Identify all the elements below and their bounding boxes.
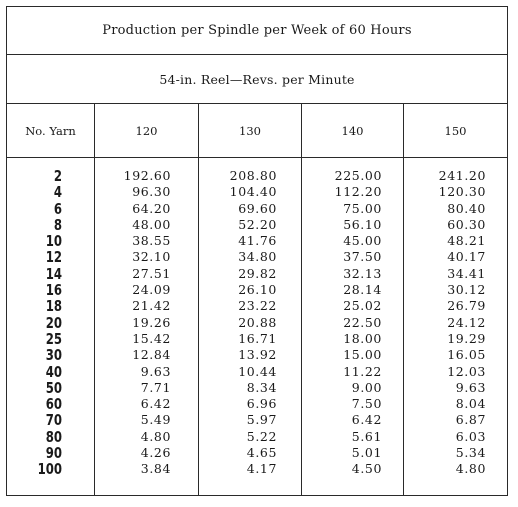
- production-value: 6.03: [455, 428, 486, 444]
- production-value: 29.82: [238, 265, 277, 281]
- production-value: 48.21: [447, 233, 486, 249]
- yarn-number: 100: [37, 460, 62, 479]
- table-row: [7, 347, 507, 363]
- production-value: 5.97: [246, 412, 277, 428]
- production-value: 4.80: [455, 461, 486, 477]
- production-value: 4.80: [140, 428, 171, 444]
- production-value: 6.87: [455, 412, 486, 428]
- production-value: 5.49: [140, 412, 171, 428]
- production-value: 21.42: [132, 298, 171, 314]
- production-value: 27.51: [132, 265, 171, 281]
- production-value: 18.00: [343, 330, 382, 346]
- production-value: 12.03: [447, 363, 486, 379]
- production-value: 64.20: [132, 200, 171, 216]
- table-row: [7, 298, 507, 314]
- yarn-number: 14: [45, 264, 62, 283]
- production-value: 48.00: [132, 216, 171, 232]
- production-value: 7.71: [140, 379, 171, 395]
- production-value: 6.96: [246, 396, 277, 412]
- yarn-number: 12: [45, 248, 62, 267]
- production-value: 120.30: [438, 184, 486, 200]
- production-value: 28.14: [343, 282, 382, 298]
- production-value: 26.10: [238, 282, 277, 298]
- production-value: 38.55: [132, 233, 171, 249]
- production-value: 4.50: [351, 461, 382, 477]
- table-row: [7, 461, 507, 477]
- production-value: 15.42: [132, 330, 171, 346]
- table-row: [7, 331, 507, 347]
- production-value: 10.44: [238, 363, 277, 379]
- yarn-number: 10: [45, 232, 62, 251]
- speed-header-140: 140: [341, 123, 364, 138]
- table-row: [7, 266, 507, 282]
- production-value: 16.05: [447, 347, 486, 363]
- production-value: 8.34: [246, 379, 277, 395]
- production-value: 24.12: [447, 314, 486, 330]
- production-value: 192.60: [123, 168, 171, 183]
- production-value: 5.22: [246, 428, 277, 444]
- production-value: 5.01: [351, 445, 382, 461]
- production-value: 25.02: [343, 298, 382, 314]
- production-value: 5.61: [351, 428, 382, 444]
- production-value: 52.20: [238, 216, 277, 232]
- table-subtitle: 54-in. Reel—Revs. per Minute: [7, 55, 507, 104]
- production-value: 56.10: [343, 216, 382, 232]
- yarn-number: 25: [45, 329, 62, 348]
- production-value: 6.42: [351, 412, 382, 428]
- production-value: 12.84: [132, 347, 171, 363]
- table-row: [7, 168, 507, 184]
- production-value: 5.34: [455, 445, 486, 461]
- production-value: 16.71: [238, 330, 277, 346]
- production-value: 19.29: [447, 330, 486, 346]
- production-value: 37.50: [343, 249, 382, 265]
- yarn-number: 30: [45, 346, 62, 365]
- table-row: [7, 412, 507, 428]
- production-value: 22.50: [343, 314, 382, 330]
- yarn-number: 18: [45, 297, 62, 316]
- production-value: 60.30: [447, 216, 486, 232]
- production-value: 34.41: [447, 265, 486, 281]
- production-value: 241.20: [438, 168, 486, 183]
- yarn-number: 6: [53, 199, 62, 218]
- production-value: 104.40: [229, 184, 277, 200]
- production-value: 20.88: [238, 314, 277, 330]
- production-value: 208.80: [229, 168, 277, 183]
- speed-header-150: 150: [444, 123, 467, 138]
- table-row: [7, 445, 507, 461]
- yarn-number: 70: [45, 411, 62, 430]
- production-value: 34.80: [238, 249, 277, 265]
- speed-header-130: 130: [239, 123, 261, 138]
- production-value: 30.12: [447, 282, 486, 298]
- production-value: 23.22: [238, 298, 277, 314]
- production-value: 9.63: [140, 363, 171, 379]
- production-value: 7.50: [351, 396, 382, 412]
- yarn-number: 20: [45, 313, 62, 332]
- yarn-number: 50: [45, 378, 62, 397]
- production-value: 19.26: [132, 314, 171, 330]
- yarn-number: 40: [45, 362, 62, 381]
- table-body: [7, 168, 507, 478]
- production-value: 13.92: [238, 347, 277, 363]
- production-value: 4.26: [140, 445, 171, 461]
- production-value: 32.13: [343, 265, 382, 281]
- table-title: Production per Spindle per Week of 60 Hours: [7, 7, 507, 55]
- production-value: 80.40: [447, 200, 486, 216]
- table-row: [7, 380, 507, 396]
- production-value: 4.17: [246, 461, 277, 477]
- table-row: [7, 282, 507, 298]
- production-value: 41.76: [238, 233, 277, 249]
- production-value: 75.00: [343, 200, 382, 216]
- production-value: 96.30: [132, 184, 171, 200]
- yarn-number: 80: [45, 427, 62, 446]
- production-value: 45.00: [343, 233, 382, 249]
- production-value: 15.00: [343, 347, 382, 363]
- production-table: [6, 6, 508, 496]
- table-row: [7, 364, 507, 380]
- production-value: 8.04: [455, 396, 486, 412]
- speed-header-120: 120: [135, 123, 158, 138]
- yarn-number: 8: [53, 215, 62, 234]
- table-row: [7, 184, 507, 200]
- production-value: 3.84: [140, 461, 171, 477]
- table-row: [7, 217, 507, 233]
- table-row: [7, 233, 507, 249]
- production-value: 69.60: [238, 200, 277, 216]
- production-value: 24.09: [132, 282, 171, 298]
- yarn-number: 60: [45, 395, 62, 414]
- yarn-column-header: No. Yarn: [25, 123, 76, 138]
- table-row: [7, 201, 507, 217]
- production-value: 11.22: [343, 363, 382, 379]
- production-value: 26.79: [447, 298, 486, 314]
- yarn-number: 90: [45, 444, 62, 463]
- production-value: 225.00: [334, 168, 382, 183]
- production-value: 9.00: [351, 379, 382, 395]
- yarn-number: 4: [53, 183, 62, 202]
- production-value: 9.63: [455, 379, 486, 395]
- production-value: 4.65: [246, 445, 277, 461]
- production-value: 6.42: [140, 396, 171, 412]
- table-row: [7, 396, 507, 412]
- table-row: [7, 249, 507, 265]
- production-value: 40.17: [447, 249, 486, 265]
- yarn-number: 2: [53, 167, 62, 185]
- table-row: [7, 315, 507, 331]
- production-value: 112.20: [334, 184, 382, 200]
- table-row: [7, 429, 507, 445]
- yarn-number: 16: [45, 281, 62, 300]
- column-header-row: [7, 104, 507, 158]
- production-value: 32.10: [132, 249, 171, 265]
